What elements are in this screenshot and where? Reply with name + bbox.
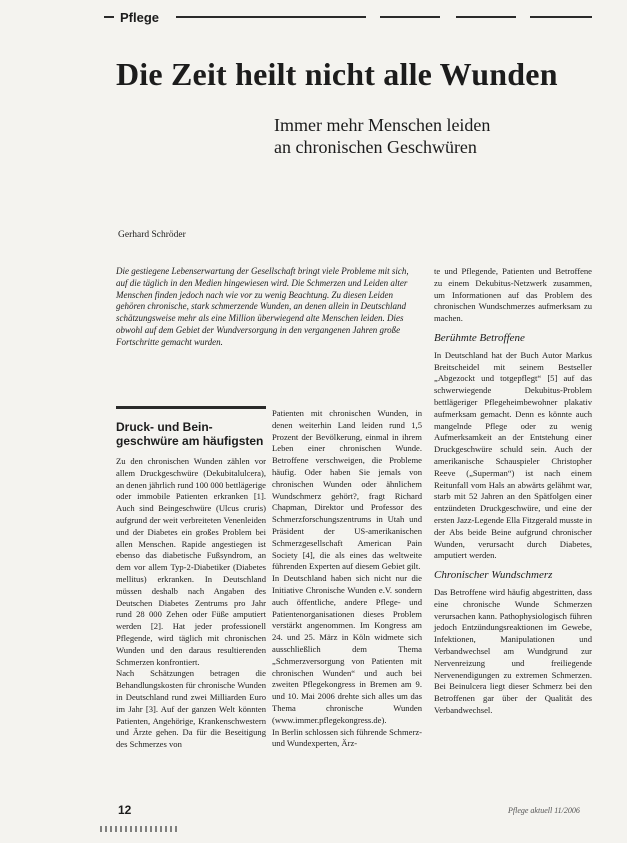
header-rule-far-right <box>456 16 516 18</box>
column-2 <box>272 408 422 750</box>
box-heading-line-2: geschwüre am häufigsten <box>116 434 264 448</box>
subheading-chronic-pain: Chronischer Wundschmerz <box>434 569 553 582</box>
column-1 <box>116 420 266 751</box>
box-heading <box>116 420 266 448</box>
section-label: Pflege <box>120 10 160 25</box>
col3-paragraph-mid: In Deutschland hat der Buch Autor Markus Breitscheidel mit seinem Bestseller „Abgezockt und totgepflegt“ [5] auf das schwerwiegende Dekubitus-Problem bettlägeriger Pflegeheimbewohner plakativ aufmerksam gemacht. Denn es könnte auch mangelnde Pflege oder zu wenig Aufmerksamkeit an der Entstehung einer Druckgeschwüre schuld sein. Auch der amerikanische Schauspieler Christopher Reeve („Superman“) ist nach einem Reitunfall vom Hals an abwärts gelähmt war, starb mit 52 Jahren an den Spätfolgen einer entzündeten Druckgeschwüre, und eine der ersten Jazz-Legende Ella Fitzgerald musste in der Abs beide Beine aufgrund chronischer Wunden, verursacht durch Diabetes, amputiert werden. <box>434 349 592 561</box>
subtitle-line-2: an chronischen Geschwüren <box>274 137 477 157</box>
col3-paragraph-top: te und Pflegende, Patienten und Betroffene zu einem Dekubitus-Netzwerk zusammen, um Informationen auf das Problem des chronischen Wundschmerzes aufmerksam zu machen. <box>434 266 592 324</box>
subtitle-line-1: Immer mehr Menschen leiden <box>274 115 491 135</box>
col1-paragraph-1: Zu den chronischen Wunden zählen vor allem Druckgeschwüre (Dekubitalulcera), an denen jährlich rund 100 000 bettlägerige oder immobile Patienten erkranken [1]. Auch sind Beingeschwüre (Ulcus cruris) aufgrund der weit verbreiteten Venenleiden und der Diabetes ein großes Problem bei allen Menschen. Rapide angestiegen ist ebenso das diabetische Fußsyndrom, an dem vor allem Typ-2-Diabetiker (Diabetes mellitus) erkranken. In Deutschland müssen deshalb nach Angaben des Deutschen Diabetes Zentrums pro Jahr rund 28 000 Zehen oder Füße amputiert werden [2]. Hat jeder professionell Pflegende, wird täglich mit chronischen Wunden und den daraus resultierenden Schmerzen konfrontiert. <box>116 456 266 667</box>
col3-paragraph-bottom: Das Betroffene wird häufig abgestritten, dass eine chronische Wunde Schmerzen verursachen kann. Pathophysiologisch führen jedoch Entzündungsreaktionen im Gewebe, Infektionen, Manipulationen und Verbandwechsel am Wundgrund zur Nervenreizung und freiliegende Nervenendigungen zu extremen Schmerzen. Bei Beinulcera liegt dieser Schmerz bei den Betroffenen gar über der Qualität des Verbandwechsel. <box>434 586 592 715</box>
header-rule-left <box>104 16 114 18</box>
col2-paragraph-3: In Berlin schlossen sich führende Schmerz- und Wundexperten, Ärz- <box>272 726 422 749</box>
col1-paragraph-2: Nach Schätzungen betragen die Behandlungskosten für chronische Wunden in Deutschland rund zwei Milliarden Euro im Jahr [3]. Auf der ganzen Welt könnten Patienten, Angehörige, Krankenschwestern und Ärzte gehen. Da für die Beseitigung des Schmerzes von <box>116 668 266 750</box>
box-heading-rule <box>116 406 266 409</box>
col2-paragraph-2: In Deutschland haben sich nicht nur die Initiative Chronische Wunden e.V. sondern auch öffentliche, andere Pflege- und Patientenorganisationen dieses Problem verstärkt angenommen. Im Kongress am 24. und 25. März in Köln widmete sich ausschließlich dem Thema „Schmerzversorgung von Patienten mit chronischen Wunden“ und auch bei zweiten Pflegekongress in Bremen am 9. und 10. Mai 2006 drehte sich alles um das Thema chronische Wunden (www.immer.pflegekongress.de). <box>272 573 422 725</box>
col2-paragraph-1: Patienten mit chronischen Wunden, in denen weiterhin Land leiden rund 1,5 Prozent der Bevölkerung, einmal in ihrem Leben einer chronischen Wunde. Betroffene verschweigen, die Probleme häufig. Oder haben Sie jemals von chronischen Wunden oder ähnlichem Wundschmerz gehört?, fragt Richard Chapman, Direktor und Professor des Schmerzforschungszentrums in Utah und Präsident der US-amerikanischen Schmerzgesellschaft American Pain Society [4], die als eines das weltweite führenden Experten auf diesem Gebiet gilt. <box>272 408 422 572</box>
article-subtitle <box>274 114 490 158</box>
header-rule-mid <box>176 16 366 18</box>
subheading-famous-patients: Berühmte Betroffene <box>434 331 525 344</box>
page-number: 12 <box>118 803 132 817</box>
footer-journal: Pflege aktuell 11/2006 <box>508 806 580 815</box>
intro-paragraph: Die gestiegene Lebenserwartung der Gesellschaft bringt viele Probleme mit sich, auf die täglich in den Medien hingewiesen wird. Die Schmerzen und Leiden alter Menschen finden jedoch nach wie vor zu wenig Beachtung. Zu diesen Leiden gehören chronische, stark schmerzende Wunden, an denen allein in Deutschland schätzungsweise mehr als eine Million überwiegend alte Menschen leiden. Dies obwohl auf dem Gebiet der Wundversorgung in den vergangenen Jahren große Fortschritte gemacht wurden. <box>116 266 409 347</box>
scan-artifact-dots <box>100 826 180 832</box>
header-rule-right <box>380 16 440 18</box>
box-heading-line-1: Druck- und Bein- <box>116 420 213 434</box>
article-title: Die Zeit heilt nicht alle Wunden <box>116 56 558 92</box>
column-3 <box>434 266 592 717</box>
author-name: Gerhard Schröder <box>118 230 186 240</box>
header-rule-end <box>530 16 592 18</box>
